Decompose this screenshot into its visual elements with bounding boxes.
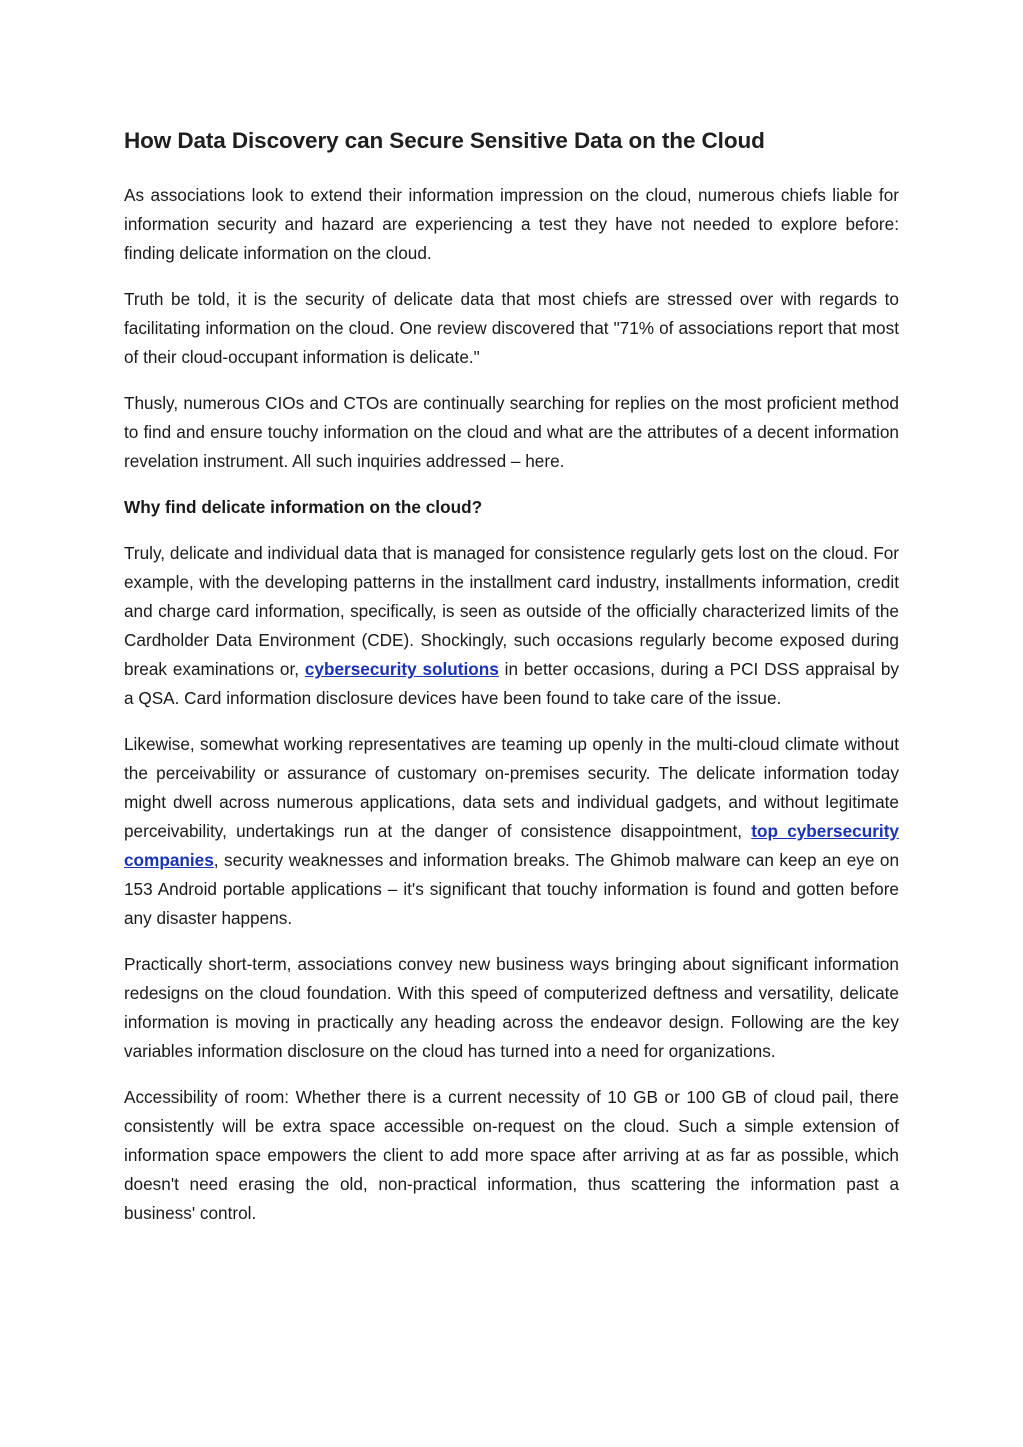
document-page — [124, 122, 899, 1228]
top-cybersecurity-companies-link[interactable]: top cybersecurity companies — [124, 821, 899, 870]
paragraph-text: , security weaknesses and information breaks. The Ghimob malware can keep an eye on 153 Android portable applications – it's significant that touchy information is found and gotten before any disaster happens. — [124, 850, 899, 928]
paragraph-multi-cloud — [124, 730, 899, 933]
paragraph-text: Truly, delicate and individual data that is managed for consistence regularly gets lost on the cloud. For example, with the developing patterns in the installment card industry, installments information, credit and charge card information, specifically, is seen as outside of the officially characterized limits of the Cardholder Data Environment (CDE). Shockingly, such occasions regularly become exposed during break examinations or, — [124, 543, 899, 679]
paragraph-cio-cto: Thusly, numerous CIOs and CTOs are continually searching for replies on the most proficient method to find and ensure touchy information on the cloud and what are the attributes of a decent information revelation instrument. All such inquiries addressed – here. — [124, 393, 899, 471]
paragraph-text: in better occasions, during a PCI DSS appraisal by a QSA. Card information disclosure devices have been found to take care of the issue. — [124, 659, 899, 708]
section-heading-why-find: Why find delicate information on the cloud? — [124, 497, 483, 517]
paragraph-cardholder-data — [124, 539, 899, 713]
paragraph-intro: As associations look to extend their information impression on the cloud, numerous chiefs liable for information security and hazard are experiencing a test they have not needed to explore before: finding delicate information on the cloud. — [124, 185, 899, 263]
document-title: How Data Discovery can Secure Sensitive Data on the Cloud — [124, 128, 765, 153]
paragraph-text: Likewise, somewhat working representatives are teaming up openly in the multi-cloud climate without the perceivability or assurance of customary on-premises security. The delicate information today might dwell across numerous applications, data sets and individual gadgets, and without legitimate perceivability, undertakings run at the danger of consistence disappointment, — [124, 734, 899, 841]
paragraph-business-ways: Practically short-term, associations convey new business ways bringing about significant information redesigns on the cloud foundation. With this speed of computerized deftness and versatility, delicate information is moving in practically any heading across the endeavor design. Following are the key variables information disclosure on the cloud has turned into a need for organizations. — [124, 954, 899, 1061]
paragraph-accessibility: Accessibility of room: Whether there is a current necessity of 10 GB or 100 GB of cloud pail, there consistently will be extra space accessible on-request on the cloud. Such a simple extension of information space empowers the client to add more space after arriving at as far as possible, which doesn't need erasing the old, non-practical information, thus scattering the information past a business' control. — [124, 1087, 899, 1223]
cybersecurity-solutions-link[interactable]: cybersecurity solutions — [304, 659, 499, 679]
paragraph-security-concern: Truth be told, it is the security of delicate data that most chiefs are stressed over with regards to facilitating information on the cloud. One review discovered that "71% of associations report that most of their cloud-occupant information is delicate." — [124, 289, 899, 367]
